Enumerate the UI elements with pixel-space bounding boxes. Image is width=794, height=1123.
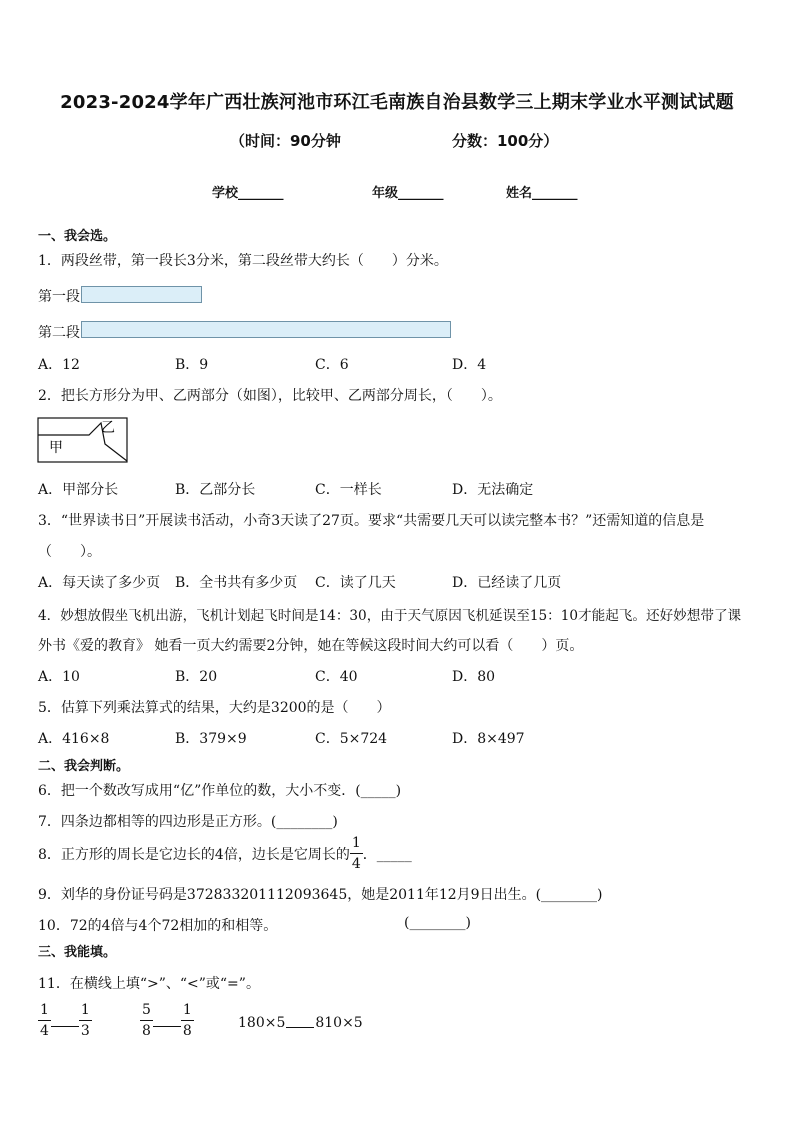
q5-option-c[interactable]: C．5×724 bbox=[315, 731, 388, 747]
compare-3 bbox=[238, 1015, 363, 1031]
q2-option-d[interactable]: D．无法确定 bbox=[452, 482, 534, 498]
q5-option-a[interactable]: A．416×8 bbox=[38, 731, 110, 747]
q4-option-d[interactable]: D．80 bbox=[452, 669, 496, 685]
expression-left: 180×5 bbox=[238, 1015, 286, 1031]
q4-option-c[interactable]: C．40 bbox=[315, 669, 358, 685]
grade-field[interactable]: 年级_______ bbox=[372, 186, 444, 201]
q2-option-c[interactable]: C．一样长 bbox=[315, 482, 382, 498]
q2-option-b[interactable]: B．乙部分长 bbox=[175, 482, 256, 498]
ribbon-label-2: 第二段 bbox=[38, 325, 80, 341]
compare-blank-2[interactable] bbox=[153, 1026, 181, 1027]
question-10-blank[interactable]: (________) bbox=[404, 915, 471, 931]
fraction-denominator: 3 bbox=[79, 1020, 92, 1038]
question-7-text: 7．四条边都相等的四边形是正方形。(________) bbox=[38, 814, 338, 830]
fraction-denominator: 4 bbox=[350, 853, 363, 871]
question-8 bbox=[38, 836, 412, 871]
question-1-text: 1．两段丝带，第一段长3分米，第二段丝带大约长（ ）分米。 bbox=[38, 253, 448, 269]
q5-option-b[interactable]: B．379×9 bbox=[175, 731, 247, 747]
question-8-text: 8．正方形的周长是它边长的4倍，边长是它周长的 bbox=[38, 846, 350, 863]
compare-blank-3[interactable] bbox=[286, 1027, 314, 1028]
fraction-1-8 bbox=[181, 1003, 194, 1038]
fraction-denominator: 8 bbox=[181, 1020, 194, 1038]
question-9-text: 9．刘华的身份证号码是372833201112093645，她是2011年12月9日出生。(________) bbox=[38, 887, 603, 903]
q1-option-a[interactable]: A．12 bbox=[38, 357, 80, 373]
q1-option-d[interactable]: D．4 bbox=[452, 357, 487, 373]
question-6-text: 6．把一个数改写成用“亿”作单位的数，大小不变．(_____) bbox=[38, 783, 402, 799]
q4-option-b[interactable]: B．20 bbox=[175, 669, 218, 685]
fraction-numerator: 1 bbox=[80, 1002, 90, 1018]
question-3-text: 3．“世界读书日”开展读书活动，小奇3天读了27页。要求“共需要几天可以读完整本书？”还需知道的信息是 bbox=[38, 513, 705, 529]
fraction-denominator: 8 bbox=[140, 1020, 153, 1038]
exam-time: （时间：90分钟 bbox=[230, 132, 341, 150]
question-11-text: 11．在横线上填“>”、“<”或“=”。 bbox=[38, 976, 260, 992]
ribbon-bar-1 bbox=[81, 286, 202, 303]
fraction-one-fourth bbox=[350, 836, 363, 871]
section-heading-judge: 二、我会判断。 bbox=[38, 759, 130, 774]
section-heading-choice: 一、我会选。 bbox=[38, 229, 117, 244]
question-8-blank[interactable]: ．_____ bbox=[362, 846, 412, 863]
fraction-numerator: 5 bbox=[142, 1002, 151, 1018]
question-5-text: 5．估算下列乘法算式的结果，大约是3200的是（ ） bbox=[38, 700, 391, 716]
fraction-1-4 bbox=[38, 1003, 51, 1038]
q3-option-c[interactable]: C．读了几天 bbox=[315, 575, 396, 591]
compare-2 bbox=[140, 1003, 194, 1038]
question-2-text: 2．把长方形分为甲、乙两部分（如图），比较甲、乙两部分周长，（ ）。 bbox=[38, 388, 502, 404]
compare-1 bbox=[38, 1003, 92, 1038]
q3-option-d[interactable]: D．已经读了几页 bbox=[452, 575, 562, 591]
fraction-denominator: 4 bbox=[38, 1020, 51, 1038]
q3-option-b[interactable]: B．全书共有多少页 bbox=[175, 575, 298, 591]
q1-option-c[interactable]: C．6 bbox=[315, 357, 349, 373]
label-jia: 甲 bbox=[49, 440, 63, 456]
q4-option-a[interactable]: A．10 bbox=[38, 669, 80, 685]
name-field[interactable]: 姓名_______ bbox=[506, 186, 578, 201]
compare-blank-1[interactable] bbox=[51, 1026, 79, 1027]
expression-right: 810×5 bbox=[315, 1015, 363, 1031]
page-title: 2023-2024学年广西壮族河池市环江毛南族自治县数学三上期末学业水平测试试题 bbox=[60, 92, 734, 113]
label-yi: 乙 bbox=[101, 420, 115, 436]
fraction-numerator: 1 bbox=[351, 835, 361, 851]
q5-option-d[interactable]: D．8×497 bbox=[452, 731, 525, 747]
q1-option-b[interactable]: B．9 bbox=[175, 357, 209, 373]
rectangle-diagram bbox=[37, 417, 129, 464]
fraction-numerator: 1 bbox=[182, 1002, 192, 1018]
school-field[interactable]: 学校_______ bbox=[212, 186, 284, 201]
fraction-numerator: 1 bbox=[40, 1002, 49, 1018]
ribbon-label-1: 第一段 bbox=[38, 289, 80, 305]
q2-option-a[interactable]: A．甲部分长 bbox=[38, 482, 119, 498]
question-4-text-cont: 外书《爱的教育》 她看一页大约需要2分钟，她在等候这段时间大约可以看（ ）页。 bbox=[38, 638, 584, 654]
fraction-5-8 bbox=[140, 1003, 153, 1038]
question-4-text: 4．妙想放假坐飞机出游，飞机计划起飞时间是14：30，由于天气原因飞机延误至15：10才能起飞。还好妙想带了课 bbox=[38, 608, 742, 624]
q3-option-a[interactable]: A．每天读了多少页 bbox=[38, 575, 161, 591]
exam-score: 分数：100分） bbox=[452, 132, 559, 150]
question-3-text-cont: （ ）。 bbox=[38, 544, 101, 560]
section-heading-fill: 三、我能填。 bbox=[38, 945, 117, 960]
question-10-text: 10．72的4倍与4个72相加的和相等。 bbox=[38, 918, 278, 934]
fraction-1-3 bbox=[79, 1003, 92, 1038]
ribbon-bar-2 bbox=[81, 321, 451, 338]
